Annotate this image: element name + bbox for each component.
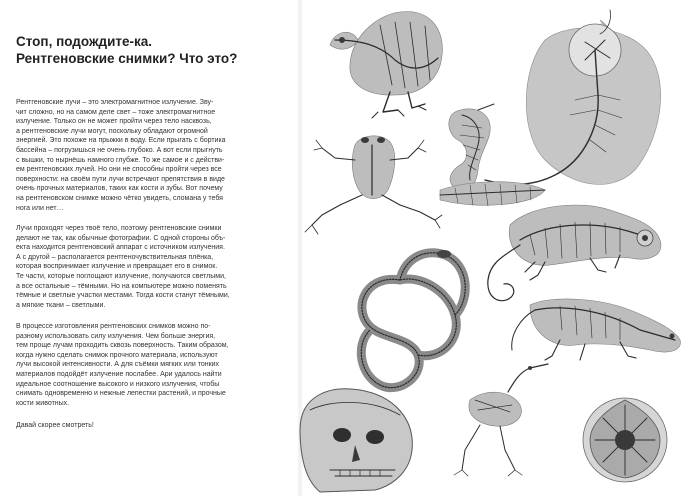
text-line: Те части, которые поглощают излучение, получаются светлыми, bbox=[16, 272, 226, 280]
text-line: а мягкие ткани – светлыми. bbox=[16, 301, 106, 309]
text-line: идеальное соотношение высокого и низкого излучения, чтобы bbox=[16, 380, 220, 388]
text-line: энергией. Это похоже на прыжки в воду. Если прыгать с бортика bbox=[16, 137, 226, 145]
text-line: ем рентгеновских лучей. Но они не способны пройти через все bbox=[16, 166, 222, 174]
bird-xray-image bbox=[330, 12, 442, 118]
text-line: екта находится рентгеновский аппарат с источником излучения. bbox=[16, 244, 225, 252]
title-line-1: Стоп, подождите-ка. bbox=[16, 34, 153, 49]
fish-xray-image bbox=[485, 10, 661, 184]
text-line: поверхности: на своём пути лучи встречают препятствия в виде bbox=[16, 175, 225, 183]
text-line: с вышки, то нырнёшь намного глубже. То же самое и с действи- bbox=[16, 156, 225, 164]
text-line: Рентгеновские лучи – это электромагнитное излучение. Зву- bbox=[16, 99, 214, 106]
text-line: В процессе изготовления рентгеновских снимков можно по- bbox=[16, 323, 211, 330]
text-line: нога или нет… bbox=[16, 204, 64, 212]
text-line: а все остальные – тёмными. Но на компьютере можно поменять bbox=[16, 282, 227, 290]
text-line: на рентгеновском снимке можно чётко увидеть, сломана у тебя bbox=[16, 194, 223, 202]
text-line: снимать одновременно и нежные лепестки растений, и прочные bbox=[16, 390, 226, 398]
text-line: кости животных. bbox=[16, 399, 70, 407]
text-line: очень прочных материалов, таких как кости и зубы. Вот почему bbox=[16, 185, 223, 193]
frog-xray-image bbox=[305, 136, 442, 234]
text-line: делают не так, как обычные фотографии. С одной стороны объ- bbox=[16, 234, 226, 242]
text-line: чит сложно, но на самом деле свет – тоже электромагнитное bbox=[16, 108, 216, 116]
seahorse-xray-image bbox=[449, 104, 494, 191]
skull-xray-image bbox=[300, 389, 412, 492]
text-line: разному использовать силу излучения. Чем больше энергия, bbox=[16, 332, 216, 340]
text-line: когда нужно сделать снимок прочного материала, используют bbox=[16, 351, 218, 359]
text-line: А с другой – располагается рентгеночувствительная плёнка, bbox=[16, 253, 214, 261]
heron-xray-image bbox=[454, 364, 548, 476]
text-line: бассейна – погрузишься не очень глубоко. А вот если прыгнуть bbox=[16, 146, 223, 154]
title-line-2: Рентгеновские снимки? Что это? bbox=[16, 51, 238, 66]
weasel-xray-image bbox=[512, 299, 681, 360]
text-line: которая воспринимает излучение и превращает его в снимок. bbox=[16, 263, 218, 271]
snake-xray-image bbox=[361, 250, 465, 388]
text-line: Давай скорее смотреть! bbox=[16, 422, 94, 429]
text-line: материалов подойдёт излучение послабее. Ари удалось найти bbox=[16, 370, 222, 378]
flower-xray-image bbox=[583, 398, 667, 482]
text-line: Лучи проходят через твоё тело, поэтому рентгеновские снимки bbox=[16, 225, 222, 232]
text-line: тёмные и светлые участки местами. Тогда кости станут тёмными, bbox=[16, 292, 230, 300]
text-line: лучи высокой интенсивности. А для съёмки мягких или тонких bbox=[16, 361, 220, 369]
text-line: тем проще лучам проходить сквозь поверхность. Таким образом, bbox=[16, 342, 229, 350]
text-line: излучение. Только он не может пройти через тело насквозь, bbox=[16, 118, 212, 126]
text-line: а рентгеновские лучи могут, поскольку обладают огромной bbox=[16, 127, 208, 135]
chameleon-xray-image bbox=[488, 205, 661, 301]
